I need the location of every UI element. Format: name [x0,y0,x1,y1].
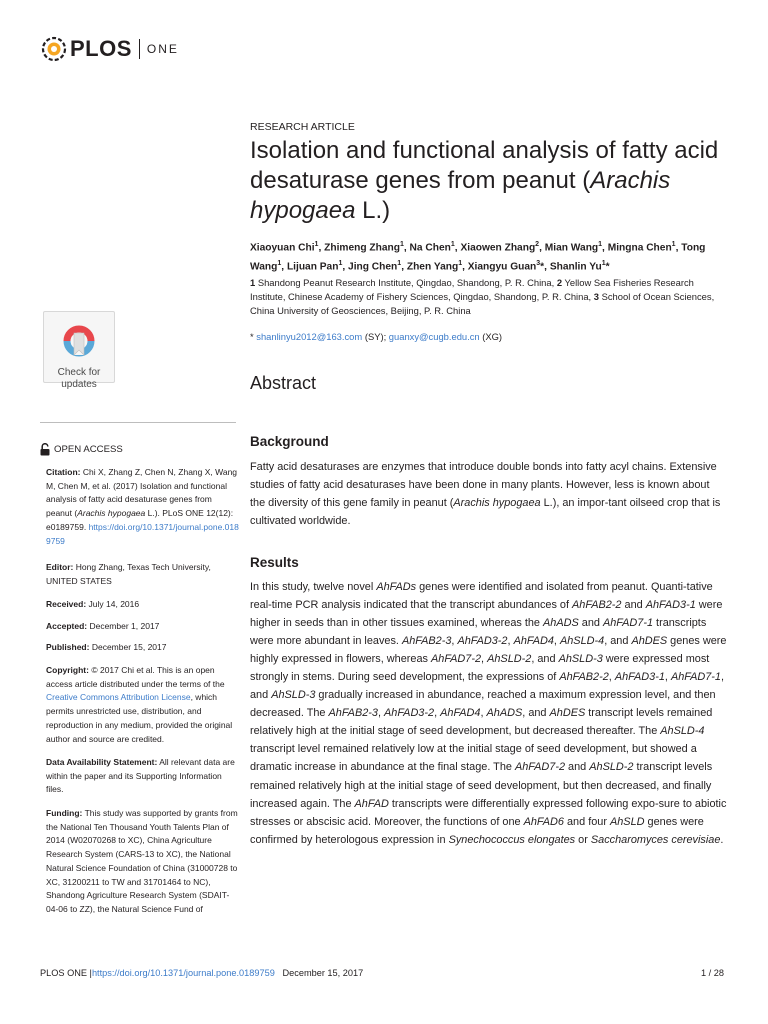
footer-date: December 15, 2017 [282,968,364,978]
citation-text-2: L.). PLoS ONE 12(12): e0189759. [46,508,234,532]
results-italic: AhFAB2-3 [328,707,378,720]
results-text: were expressed most strongly in stems. During seed development, the expressions of [250,653,710,684]
author-affiliation-sup: 2 [535,241,540,248]
citation-doi-link[interactable]: https://doi.org/10.1371/journal.pone.0189759 [46,521,239,546]
results-italic: AhSLD [609,815,645,828]
editor-block [46,561,240,588]
title-main: Isolation and functional analysis of fatty acid desaturase genes from peanut ( [250,137,719,194]
citation-species: Arachis hypogaea [77,508,146,519]
author-affiliation-sup: 1 [397,260,402,268]
funding-block [46,807,240,917]
citation-label: Citation: [46,467,81,477]
author-affiliation-sup: 1 [450,241,455,248]
results-heading: Results [250,555,299,570]
footer-doi-link[interactable]: https://doi.org/10.1371/journal.pone.0189759 [91,968,275,978]
title-species: Arachis hypogaea [250,167,671,224]
author-name: Na Chen [409,242,451,254]
footer-separator: | [89,968,92,978]
results-italic: AhFAB2-2 [559,671,609,684]
abstract-heading: Abstract [250,373,317,393]
results-italic: AhFADs [376,581,417,593]
author-name: Jing Chen [348,261,398,273]
received-label: Received: [46,599,87,609]
results-text: genes were identified and isolated from peanut. Quanti-tative real-time PCR analysis indicated that the transcript abundances of [250,581,713,612]
results-text: , [481,653,488,666]
author-name: Shanlin Yu [549,261,602,273]
results-italic: AhSLD-3 [271,689,316,702]
logo-brand: PLOS [70,36,132,61]
results-italic: Saccharomyces cerevisiae [590,833,721,846]
results-text: were higher in seeds than in other tissues examined, whereas the [250,599,723,630]
background-heading: Background [250,434,329,449]
results-italic: AhFAD7-1 [602,617,654,630]
results-text: transcript levels remained relatively high at the initial stage of seed development, but then decreased, and finally increased again. The [250,761,713,810]
results-italic: AhFAD4 [440,707,481,720]
footer-citation [40,968,363,978]
background-paragraph [250,458,726,530]
badge-line-1: Check for [57,367,101,378]
author-name: Tong Wang [250,242,706,273]
open-access-text: OPEN ACCESS [54,444,123,455]
author-affiliation-sup: 1 [277,260,282,268]
results-italic: AhFAD3-2 [384,707,435,720]
affiliations [250,276,730,318]
title-end: L.) [355,197,391,224]
results-text: , and [250,671,725,702]
author-affiliation-sup: 1 [338,260,343,268]
results-text: , [434,707,441,720]
results-italic: AhFAD7-2 [431,653,482,666]
author-name: Lijuan Pan [286,261,339,273]
email-link-sy[interactable]: shanlinyu2012@163.com [256,331,363,342]
copyright-label: Copyright: [46,665,89,675]
results-italic: AhSLD-4 [660,725,705,738]
author-affiliation-sup: 1 [399,241,404,248]
results-italic: AhFAD3-1 [645,599,696,612]
author-name: Zhen Yang [406,261,459,273]
editor-label: Editor: [46,562,74,572]
editor-text: Hong Zhang, Texas Tech University, UNITED STATES [46,562,211,586]
results-italic: AhSLD-3 [558,653,603,666]
results-text: , [480,707,487,720]
results-italic: AhADS [486,707,523,720]
accepted-block [46,620,240,634]
results-paragraph [250,578,728,849]
author-affiliation-sup: 1 [598,241,603,248]
results-text: , [553,635,560,648]
author-name: Xiaowen Zhang [460,242,536,254]
affiliation-text: School of Ocean Sciences, China University of Geosciences, Beijing, P. R. China [250,291,715,316]
corresponding-star: * [250,331,254,342]
results-text: gradually increased in abundance, reached a maximum expression level, and then decreased. The [250,689,716,720]
results-text: and [565,761,590,774]
results-text: and [621,599,646,612]
results-italic: AhFAD6 [523,815,564,828]
accepted-label: Accepted: [46,621,88,631]
received-date: July 14, 2016 [88,599,140,609]
email-tag-sy: (SY); [364,331,387,342]
copyright-block [46,664,240,746]
results-italic: AhFAD [354,797,389,810]
results-text: , and [531,653,559,666]
results-italic: AhFAD3-1 [614,671,665,684]
badge-line-2: updates [61,379,97,390]
results-italic: AhFAD7-1 [670,671,721,684]
crossmark-icon [59,319,99,361]
funding-text: This study was supported by grants from the National Ten Thousand Youth Talents Plan of 2014 (W02070268 to XC), China Agriculture Research System (CARS-13 to XC), the National Natural Science Foundation of China (31000728 to XC, 31200211 to TW and 31701464 to NC), Shandong Agriculture Research System (SDAIT-04-06 to ZZ), the Natural Science Fund of [46,808,238,914]
footer-journal: PLOS ONE [40,968,87,978]
results-italic: AhADS [543,617,579,630]
results-text: , and [604,635,632,648]
affiliation-number: 3 [593,291,599,302]
author-name: Zhimeng Zhang [324,242,400,254]
results-italic: AhFAD3-2 [457,635,508,648]
author-affiliation-sup: 1 [671,241,676,248]
published-date: December 15, 2017 [91,642,167,652]
results-text: , [507,635,514,648]
accepted-date: December 1, 2017 [89,621,160,631]
article-type: RESEARCH ARTICLE [250,121,355,133]
data-availability-text: All relevant data are within the paper and its Supporting Information files. [46,757,235,795]
results-italic: AhSLD-2 [589,761,634,774]
author-name: Xiaoyuan Chi [250,242,315,254]
results-italic: AhDES [549,707,586,720]
open-lock-icon [40,443,50,456]
affiliation-number: 1 [250,277,256,288]
results-italic: AhFAB2-2 [572,599,622,612]
published-label: Published: [46,642,90,652]
plos-logo-icon [40,35,68,63]
article-title [250,136,750,226]
author-affiliation-sup: 1 [314,241,319,248]
data-availability-label: Data Availability Statement: [46,757,158,767]
background-text: L.), an impor-tant oilseed crop that is cultivated worldwide. [250,497,721,527]
affiliation-text: Shandong Peanut Research Institute, Qingdao, Shandong, P. R. China, [257,277,555,288]
affiliation-number: 2 [556,277,563,288]
results-italic: AhFAD4 [513,635,554,648]
author-affiliation-sup: 3 [536,260,541,268]
results-italic: AhFAD7-2 [514,761,566,774]
results-text: genes were confirmed by heterologous expression in [250,815,704,846]
author-affiliation-sup: 1 [458,260,463,268]
results-text: , [664,671,671,684]
results-text: . [720,833,724,846]
results-text: and four [563,815,610,828]
open-access-label [40,443,123,456]
author-name: Mian Wang [544,242,599,254]
funding-label: Funding: [46,808,83,818]
results-text: , [451,635,458,648]
results-text: transcripts were more abundant in leaves. [250,617,707,648]
results-text: transcript level remained relatively low at the initial stage of seed development, but showed a dramatic increase in abundance at the final stage. The [250,743,697,774]
results-text: In this study, twelve novel [250,581,377,593]
results-italic: AhDES [631,635,668,648]
logo-journal: ONE [146,42,179,56]
check-for-updates-badge[interactable] [43,311,115,390]
copyright-text: © 2017 Chi et al. This is an open access article distributed under the terms of the [46,665,225,689]
cc-license-link[interactable]: Creative Commons Attribution License [46,692,191,703]
background-italic: Arachis hypogaea [453,497,541,509]
results-italic: AhSLD-2 [487,653,532,666]
results-italic: AhFAB2-3 [401,635,452,648]
copyright-text-2: , which permits unrestricted use, distribution, and reproduction in any medium, provided the original author and source are credited. [46,692,233,744]
data-availability-block [46,756,240,797]
received-block [46,598,240,612]
results-text: genes were highly expressed in flowers, whereas [250,635,727,666]
author-affiliation-sup: 1 [601,260,606,268]
logo-divider [139,39,140,59]
background-text: Fatty acid desaturases are enzymes that introduce double bonds into fatty acyl chains. Extensive studies of fatty acid desaturases have been done in many plants. However, less is known about the diversity of this gene family in peanut ( [250,461,717,509]
author-name: Xiangyu Guan [467,261,537,273]
corresponding-mark: * [540,261,545,273]
corresponding-mark: * [605,261,610,273]
author-list: Xiaoyuan Chi$^1$, Zhimeng Zhang$^1$, Na Chen$^1$, Xiaowen Zhang$^2$, Mian Wang$^1$, Mingna Chen$^1$, Tong Wang$^1$, Lijuan Pan$^1$, Jing Chen$^1$, Zhen Yang$^1$, Xiangyu Guan$^3$*, Shanlin Yu$^1$* [250,241,706,273]
results-italic: AhSLD-4 [559,635,605,648]
citation-text: Chi X, Zhang Z, Chen N, Zhang X, Wang M, Chen M, et al. (2017) Isolation and functional analysis of fatty acid desaturase genes from peanut ( [46,467,238,519]
citation-block [46,466,240,548]
email-tag-xg: (XG) [482,331,503,342]
published-block [46,641,240,655]
results-text: or [575,833,591,846]
results-text: and [578,617,603,630]
sidebar-divider [40,422,236,423]
affiliation-text: Yellow Sea Fisheries Research Institute, Chinese Academy of Fishery Sciences, Qingdao, Shandong, P. R. China, [250,277,694,302]
correspondence [250,331,730,342]
page-number: 1 / 28 [701,968,724,978]
plos-one-logo[interactable] [40,34,179,64]
results-text: , [608,671,615,684]
results-italic: Synechococcus elongates [448,833,576,846]
results-text: , and [522,707,550,720]
email-link-xg[interactable]: guanxy@cugb.edu.cn [388,331,480,342]
author-name: Mingna Chen [607,242,672,254]
results-text: transcripts were differentially expressed following expo-sure to abiotic stresses or abscisic acid. Moreover, the functions of one [250,797,727,828]
results-text: , [377,707,385,720]
results-text: transcript levels remained relatively high at the initial stage of seed development, but decreased thereafter. The [250,707,713,738]
